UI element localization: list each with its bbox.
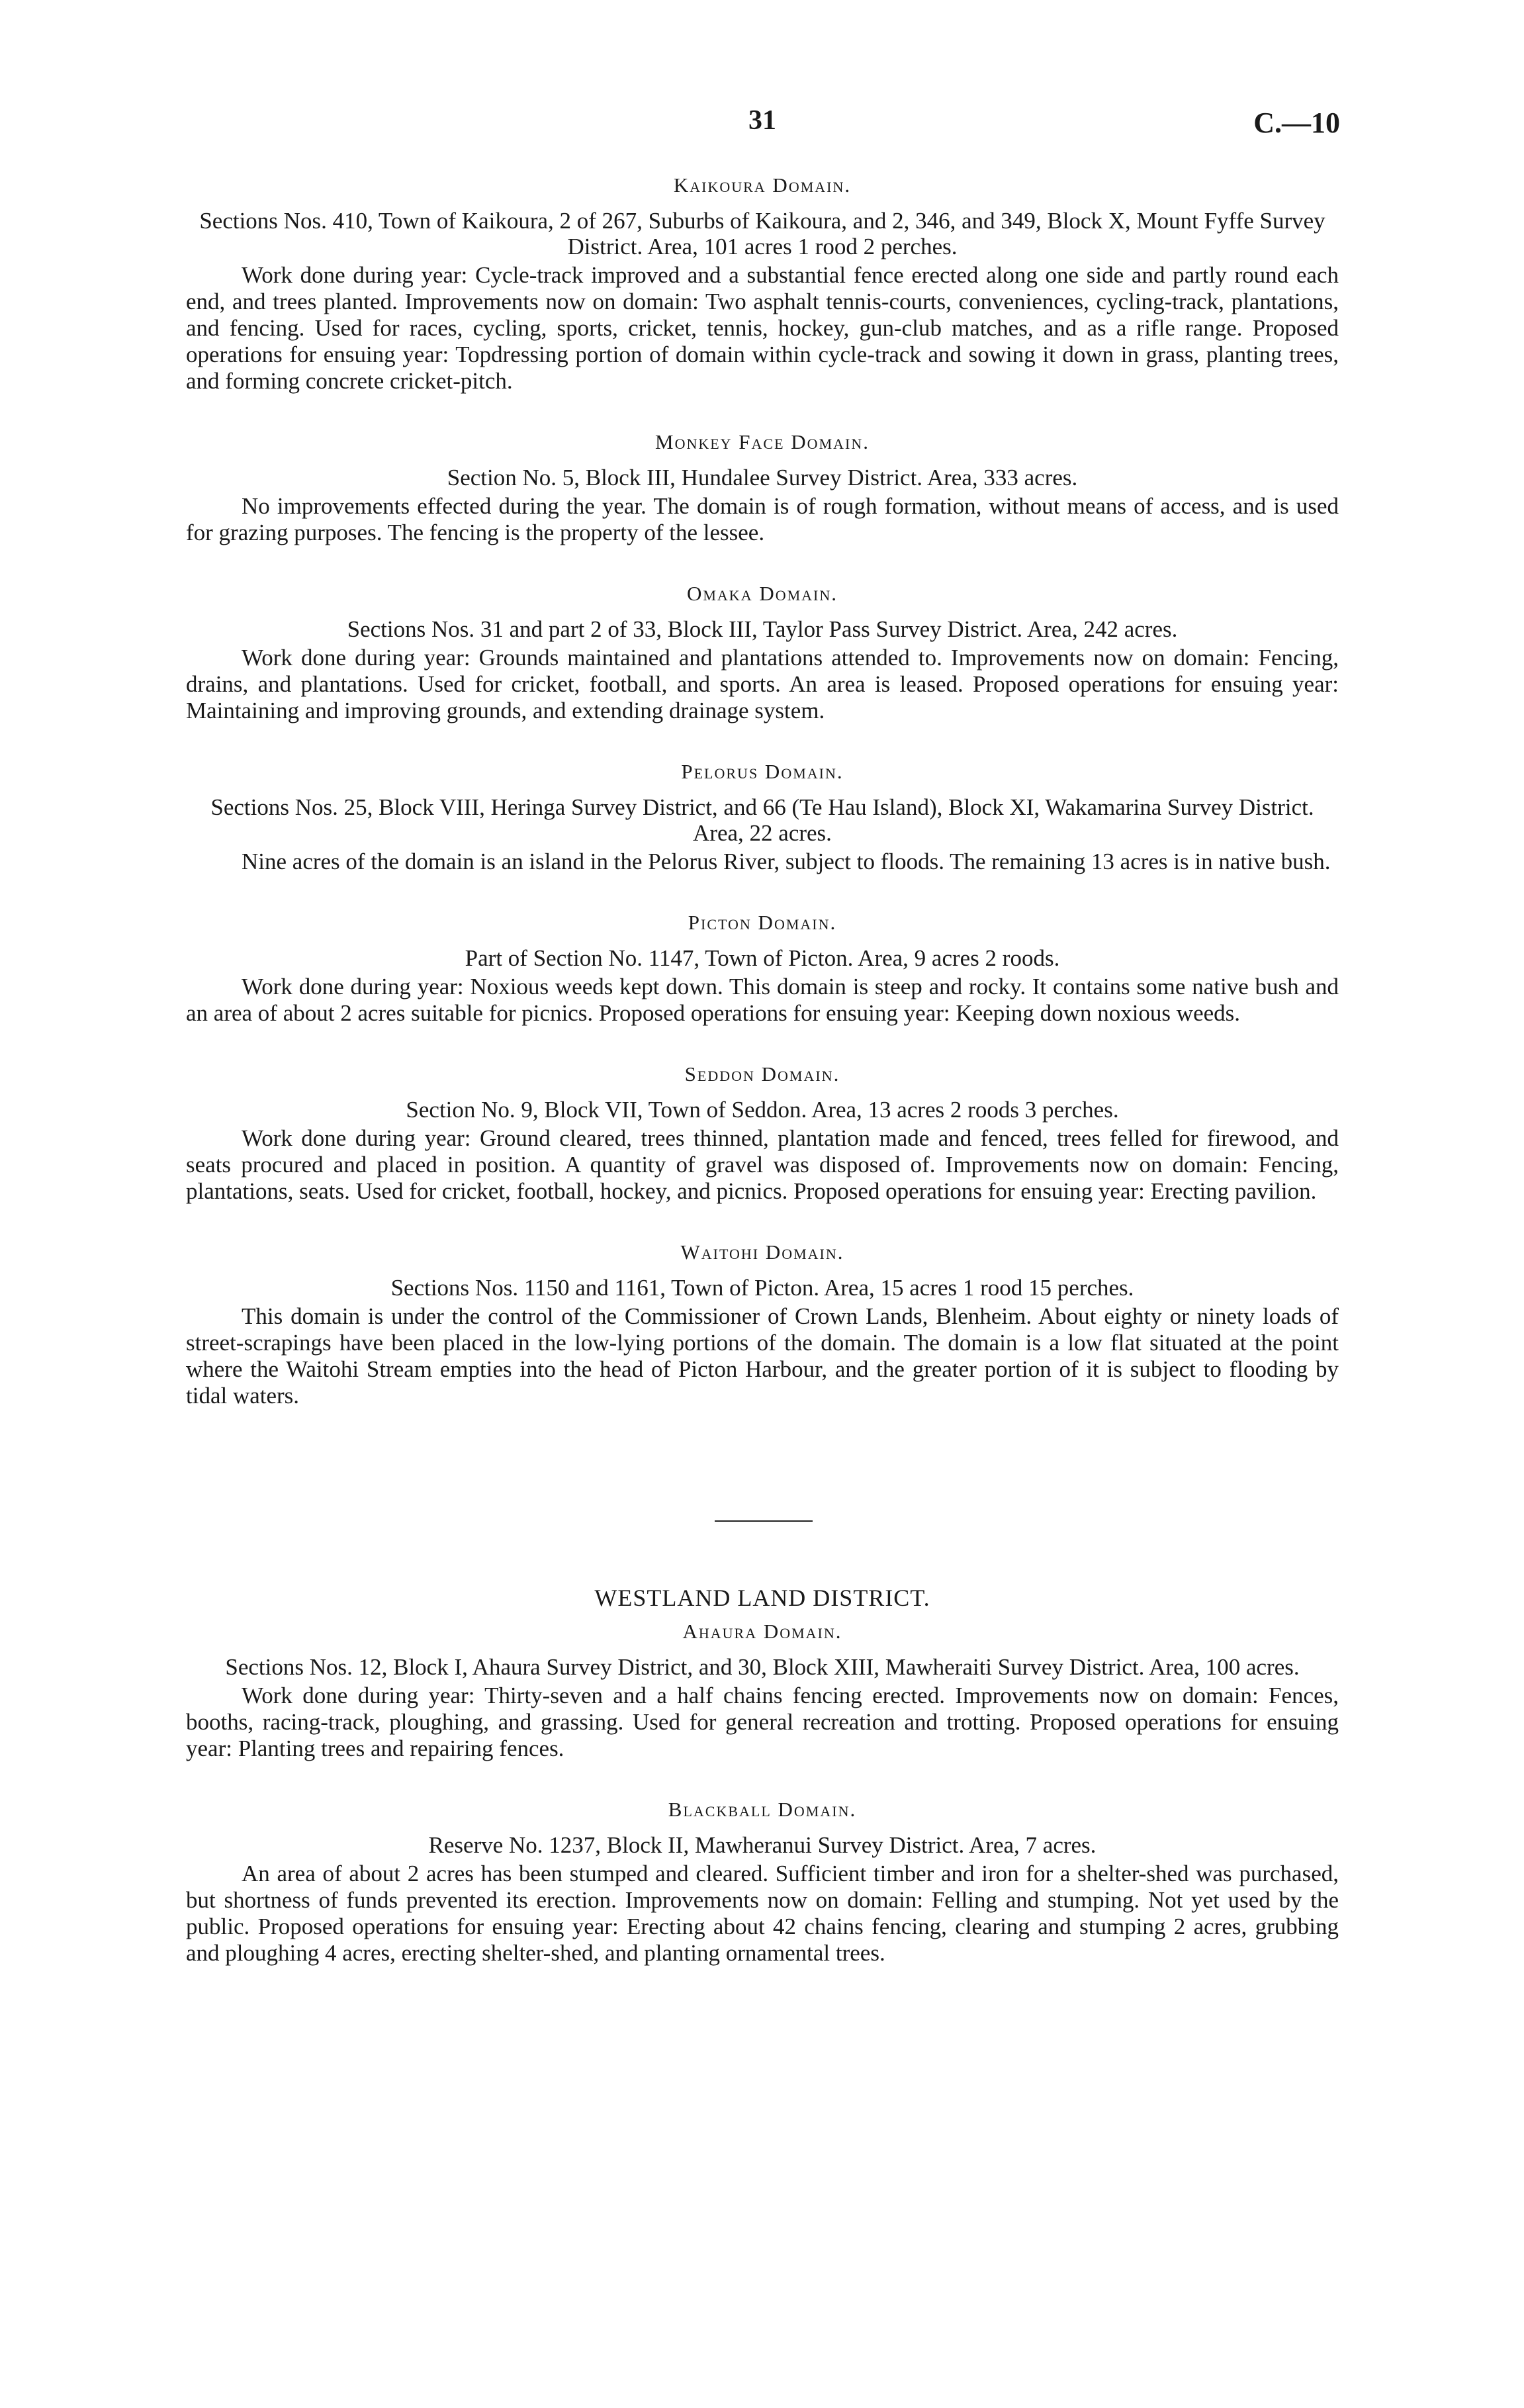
main-column	[186, 173, 1339, 2002]
section-body: Work done during year: Cycle-track improved and a substantial fence erected along one side and partly round each end, and trees planted. Improvements now on domain: Two asphalt tennis-courts, conveniences, cycling-track, plantations, and fencing. Used for races, cycling, sports, cricket, tennis, hockey, gun-club matches, and as a rifle range. Proposed operations for ensuing year: Topdressing portion of domain within cycle-track and sowing it down in grass, planting trees, and forming concrete cricket-pitch.	[186, 262, 1339, 394]
section-heading: Waitohi Domain.	[680, 1240, 844, 1264]
page-number: 31	[748, 105, 776, 136]
section-subheading: Part of Section No. 1147, Town of Picton. Area, 9 acres 2 roods.	[465, 945, 1060, 971]
section-monkey-face-domain	[186, 430, 1339, 546]
section-ahaura-domain	[186, 1620, 1339, 1762]
section-subheading: Sections Nos. 31 and part 2 of 33, Block III, Taylor Pass Survey District. Area, 242 acres.	[347, 616, 1178, 642]
section-body: Work done during year: Noxious weeds kept down. This domain is steep and rocky. It contains some native bush and an area of about 2 acres suitable for picnics. Proposed operations for ensuing year: Keeping down noxious weeds.	[186, 974, 1339, 1026]
section-body: An area of about 2 acres has been stumped and cleared. Sufficient timber and iron for a shelter-shed was purchased, but shortness of funds prevented its erection. Improvements now on domain: Felling and stumping. Not yet used by the public. Proposed operations for ensuing year: Erecting about 42 chains fencing, clearing and stumping 2 acres, grubbing and ploughing 4 acres, erecting shelter-shed, and planting ornamental trees.	[186, 1861, 1339, 1966]
section-heading: Ahaura Domain.	[682, 1620, 842, 1643]
section-body: Nine acres of the domain is an island in the Pelorus River, subject to floods. The remaining 13 acres is in native bush.	[242, 849, 1331, 874]
section-blackball-domain	[186, 1798, 1339, 1967]
section-divider-area	[186, 1445, 1339, 1584]
document-reference: C.—10	[1253, 107, 1340, 139]
section-subheading: Sections Nos. 410, Town of Kaikoura, 2 of 267, Suburbs of Kaikoura, and 2, 346, and 349, Block X, Mount Fyffe Survey District. Area, 101 acres 1 rood 2 perches.	[199, 208, 1325, 259]
section-body: Work done during year: Thirty-seven and a half chains fencing erected. Improvements now on domain: Fences, booths, racing-track, ploughing, and grassing. Used for general recreation and trotting. Proposed operations for ensuing year: Planting trees and repairing fences.	[186, 1683, 1339, 1761]
section-body: Work done during year: Grounds maintained and plantations attended to. Improvements now on domain: Fencing, drains, and plantations. Used for cricket, football, and sports. An area is leased. Proposed operations for ensuing year: Maintaining and improving grounds, and extending drainage system.	[186, 645, 1339, 723]
section-heading: Seddon Domain.	[684, 1062, 840, 1086]
section-body: This domain is under the control of the Commissioner of Crown Lands, Blenheim. About eighty or ninety loads of street-scrapings have been placed in the low-lying portions of the domain. The domain is a low flat situated at the point where the Waitohi Stream empties into the head of Picton Harbour, and the greater portion of it is subject to flooding by tidal waters.	[186, 1303, 1339, 1409]
section-heading: Picton Domain.	[688, 911, 837, 934]
section-picton-domain	[186, 911, 1339, 1027]
section-subheading: Sections Nos. 25, Block VIII, Heringa Survey District, and 66 (Te Hau Island), Block XI, Wakamarina Survey District. Area, 22 acres.	[210, 794, 1314, 846]
section-seddon-domain	[186, 1062, 1339, 1205]
district-heading: WESTLAND LAND DISTRICT.	[594, 1585, 930, 1611]
section-heading: Blackball Domain.	[668, 1798, 857, 1821]
section-kaikoura-domain	[186, 173, 1339, 394]
section-subheading: Reserve No. 1237, Block II, Mawheranui Survey District. Area, 7 acres.	[428, 1832, 1097, 1858]
section-subheading: Section No. 5, Block III, Hundalee Survey District. Area, 333 acres.	[447, 465, 1078, 490]
section-heading: Monkey Face Domain.	[655, 430, 870, 453]
section-pelorus-domain	[186, 760, 1339, 875]
section-heading: Pelorus Domain.	[681, 760, 844, 783]
section-subheading: Sections Nos. 12, Block I, Ahaura Survey District, and 30, Block XIII, Mawheraiti Survey District. Area, 100 acres.	[225, 1654, 1300, 1680]
section-body: Work done during year: Ground cleared, trees thinned, plantation made and fenced, trees felled for firewood, and seats procured and placed in position. A quantity of gravel was disposed of. Improvements now on domain: Fencing, plantations, seats. Used for cricket, football, hockey, and picnics. Proposed operations for ensuing year: Erecting pavilion.	[186, 1125, 1339, 1204]
section-waitohi-domain	[186, 1240, 1339, 1409]
section-divider	[715, 1520, 813, 1522]
section-heading: Kaikoura Domain.	[673, 173, 852, 197]
section-body: No improvements effected during the year. The domain is of rough formation, without means of access, and is used for grazing purposes. The fencing is the property of the lessee.	[186, 493, 1339, 545]
section-subheading: Section No. 9, Block VII, Town of Seddon. Area, 13 acres 2 roods 3 perches.	[406, 1097, 1119, 1123]
section-heading: Omaka Domain.	[686, 582, 838, 605]
section-subheading: Sections Nos. 1150 and 1161, Town of Picton. Area, 15 acres 1 rood 15 perches.	[390, 1275, 1134, 1301]
section-omaka-domain	[186, 582, 1339, 724]
